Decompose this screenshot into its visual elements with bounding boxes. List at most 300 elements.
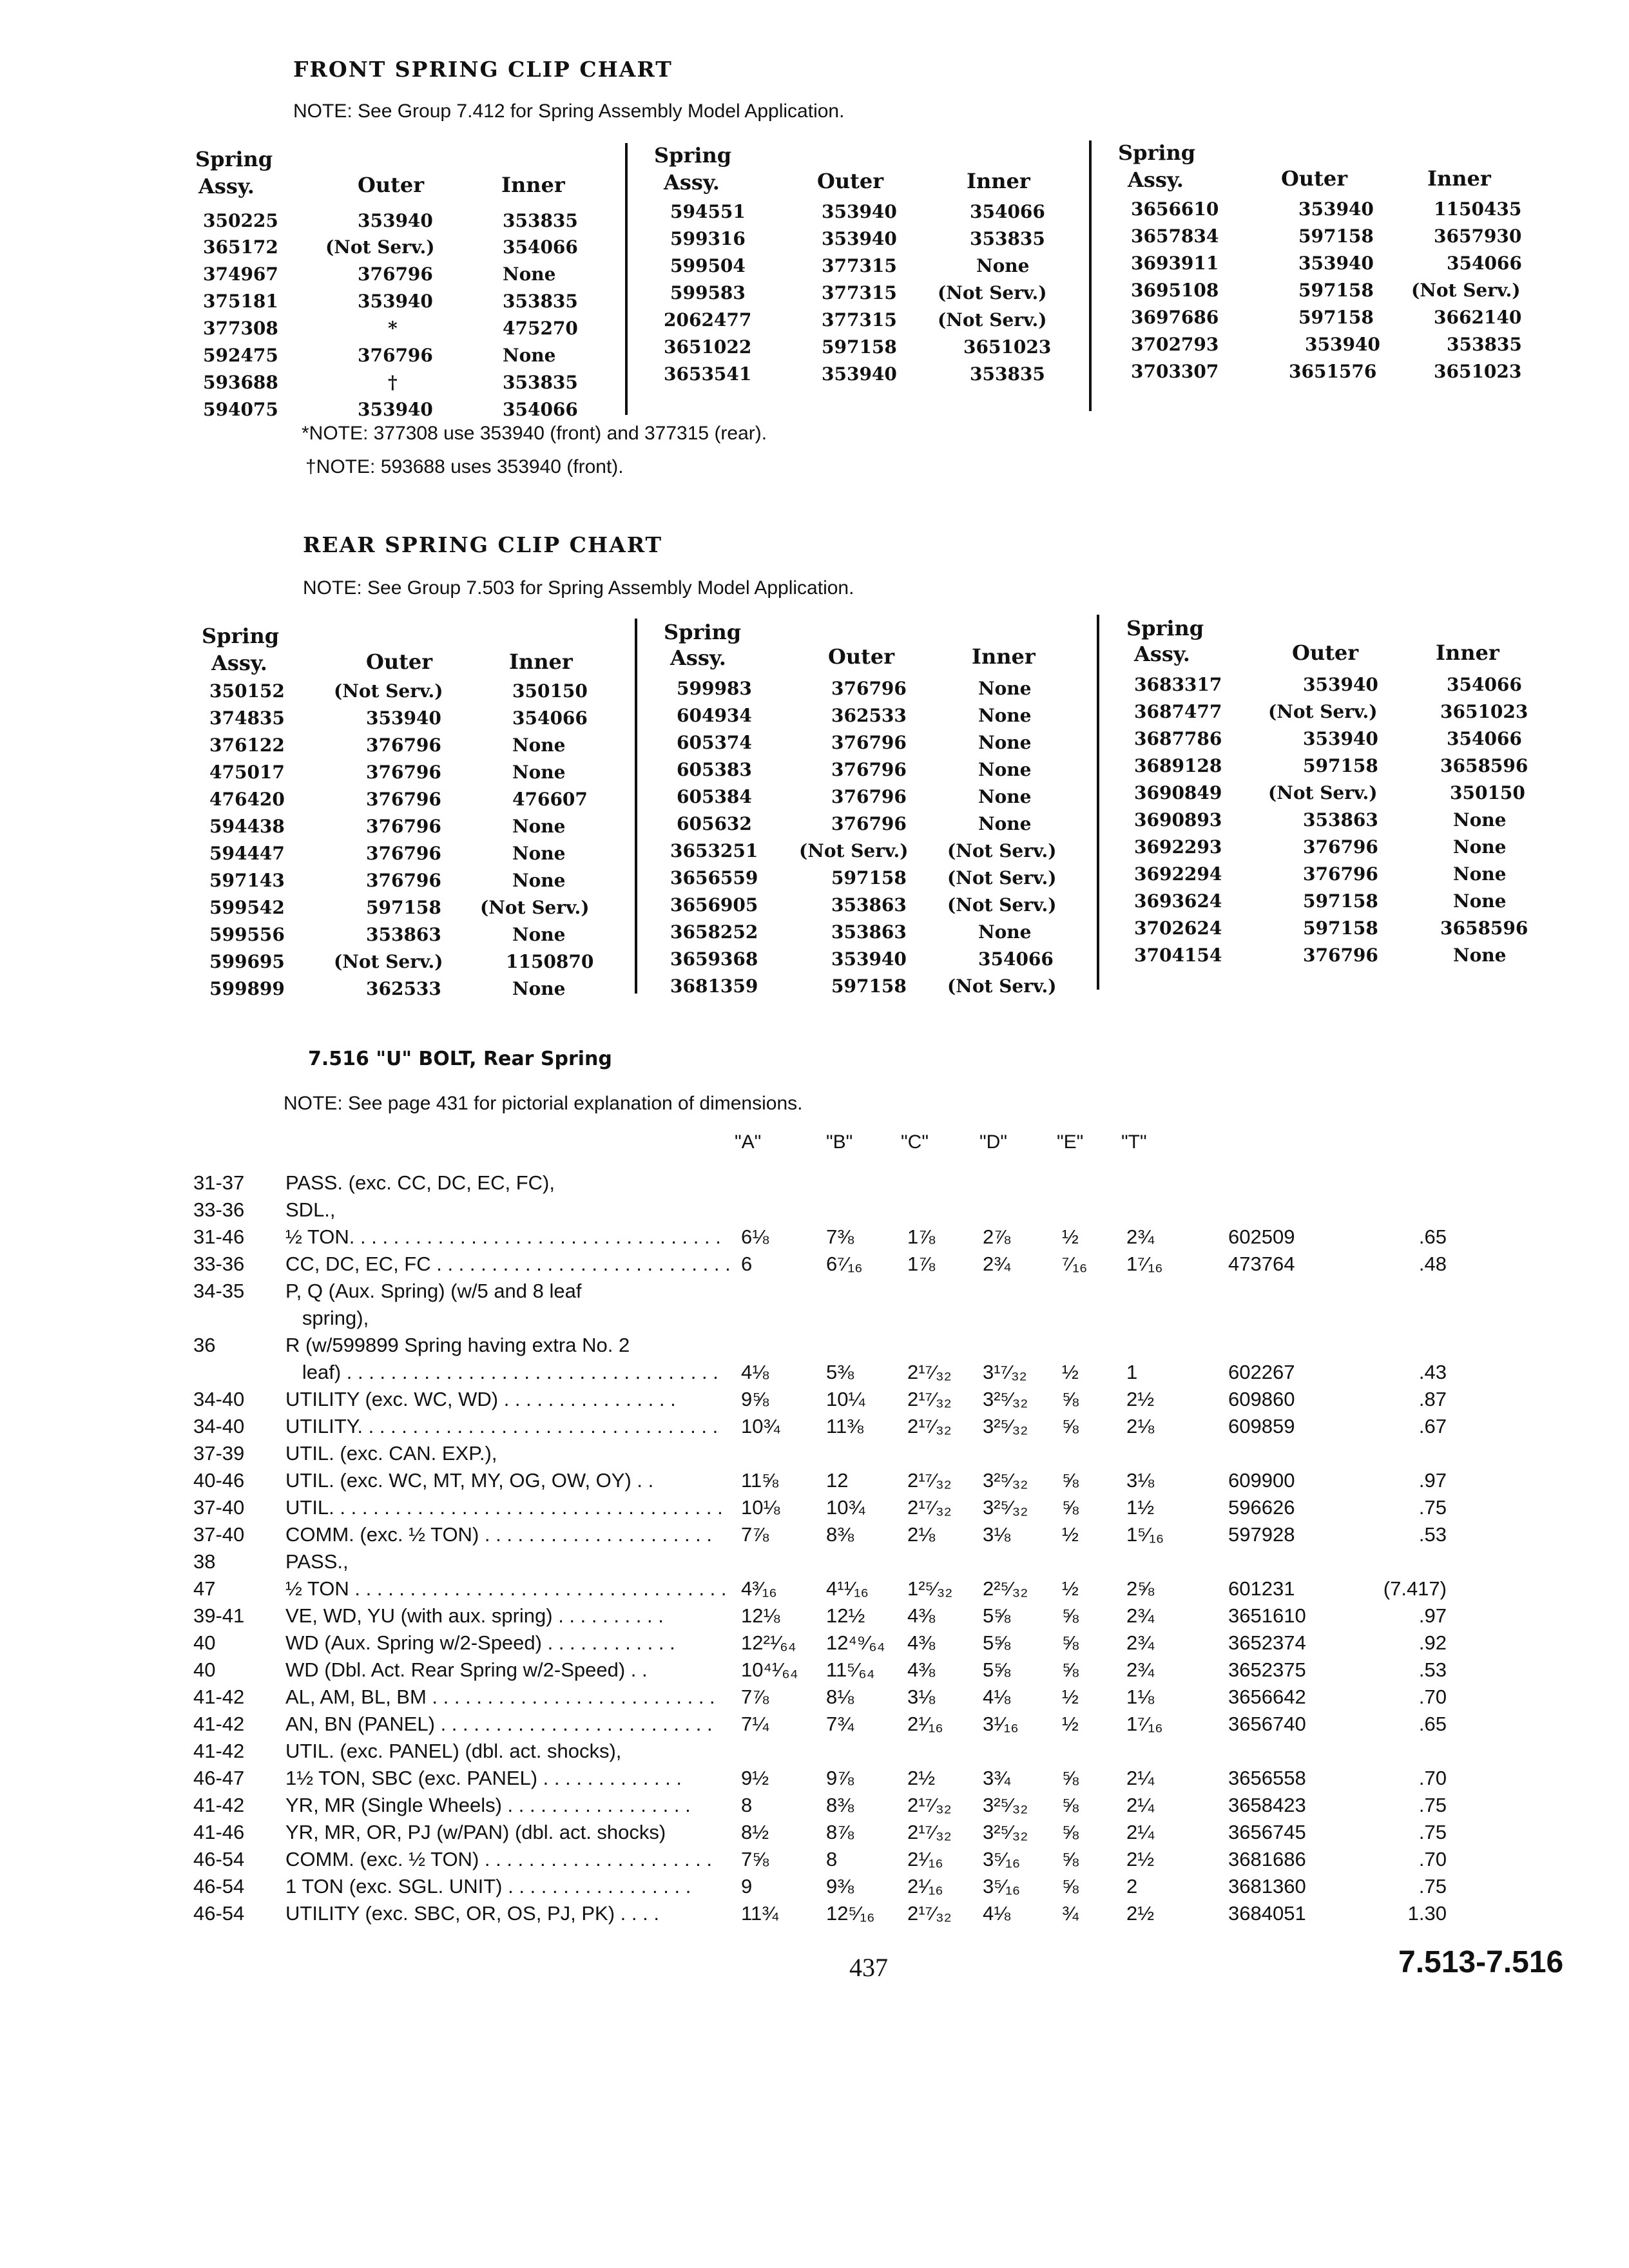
front-c3-r6-outer: 353940 <box>1305 334 1380 355</box>
rear-c2-r8-inner: (Not Serv.) <box>947 867 1057 889</box>
front-c2-r5-assy: 2062477 <box>664 309 752 331</box>
dim-header-t: "T" <box>1121 1131 1147 1153</box>
ubolt-dim-e: ⅝ <box>1062 1496 1079 1519</box>
ubolt-dim-a: 4⅛ <box>741 1361 769 1383</box>
rear-c1-r2-assy: 374835 <box>209 707 285 729</box>
ubolt-dim-e: ⅝ <box>1062 1415 1079 1437</box>
ubolt-description: PASS. (exc. CC, DC, EC, FC), <box>285 1171 555 1194</box>
ubolt-dim-c: 4⅜ <box>907 1604 936 1627</box>
rear-c2-r9-outer: 353863 <box>831 894 907 916</box>
rear-hdr-assy-2b: Assy. <box>670 646 726 670</box>
ubolt-part-number: 3656642 <box>1228 1686 1306 1708</box>
rear-c3-r2-outer: (Not Serv.) <box>1268 701 1378 722</box>
front-c3-r5-inner: 3662140 <box>1434 307 1522 328</box>
ubolt-years: 37-39 <box>193 1442 245 1465</box>
rear-divider-1 <box>635 619 637 994</box>
ubolt-dim-t: 2¼ <box>1126 1767 1155 1789</box>
ubolt-dim-e: ⅝ <box>1062 1848 1079 1870</box>
ubolt-dim-t: 2½ <box>1126 1388 1155 1410</box>
ubolt-description: UTILITY. . . . . . . . . . . . . . . . . . . . . . . . . . . . . . . . . <box>285 1415 718 1437</box>
rear-c1-r9-inner: (Not Serv.) <box>480 897 590 918</box>
rear-chart-note: NOTE: See Group 7.503 for Spring Assembly Model Application. <box>303 577 854 599</box>
rear-c1-r2-inner: 354066 <box>512 707 588 729</box>
front-c1-r2-inner: 354066 <box>503 236 578 258</box>
table-row <box>0 1658 1629 1686</box>
rear-c3-r11-inner: None <box>1453 945 1507 966</box>
front-c3-r6-inner: 353835 <box>1447 334 1522 355</box>
rear-c1-r10-inner: None <box>512 924 566 945</box>
table-row <box>0 1767 1629 1794</box>
ubolt-part-number: 609900 <box>1228 1469 1295 1492</box>
rear-c2-r2-assy: 604934 <box>677 705 752 726</box>
front-c2-r3-inner: None <box>976 255 1030 276</box>
ubolt-dim-d: 4⅛ <box>983 1686 1011 1708</box>
rear-divider-2 <box>1097 615 1099 990</box>
ubolt-dim-c: 2¹⁄₁₆ <box>907 1713 943 1735</box>
ubolt-description: COMM. (exc. ½ TON) . . . . . . . . . . . . . . . . . . . . . <box>285 1848 713 1870</box>
ubolt-dim-d: 2⅞ <box>983 1225 1011 1248</box>
rear-c1-r12-assy: 599899 <box>209 978 285 999</box>
rear-c3-r4-assy: 3689128 <box>1134 755 1222 776</box>
ubolt-dim-b: 7⅜ <box>826 1225 854 1248</box>
rear-c2-r6-inner: None <box>978 813 1032 834</box>
ubolt-price: .67 <box>1418 1415 1447 1437</box>
ubolt-part-number: 3684051 <box>1228 1902 1306 1925</box>
rear-c2-r2-inner: None <box>978 705 1032 726</box>
rear-c1-r11-assy: 599695 <box>209 951 285 972</box>
ubolt-dim-b: 9⅜ <box>826 1875 854 1898</box>
ubolt-dim-e: ½ <box>1062 1361 1079 1383</box>
ubolt-price: .75 <box>1418 1794 1447 1816</box>
ubolt-dim-e: ½ <box>1062 1713 1079 1735</box>
rear-c1-r12-outer: 362533 <box>366 978 441 999</box>
front-hdr-assy-2b: Assy. <box>664 170 720 195</box>
ubolt-part-number: 3658423 <box>1228 1794 1306 1816</box>
ubolt-dim-t: 1⁵⁄₁₆ <box>1126 1523 1164 1546</box>
ubolt-years: 41-46 <box>193 1821 245 1843</box>
ubolt-years: 37-40 <box>193 1523 245 1546</box>
front-c3-r5-outer: 597158 <box>1298 307 1374 328</box>
front-c1-r1-assy: 350225 <box>203 210 278 231</box>
front-c3-r7-assy: 3703307 <box>1131 361 1219 382</box>
ubolt-description: spring), <box>285 1307 369 1329</box>
ubolt-description: COMM. (exc. ½ TON) . . . . . . . . . . . . . . . . . . . . . <box>285 1523 713 1546</box>
rear-c1-r2-outer: 353940 <box>366 707 441 729</box>
table-row <box>0 1415 1629 1442</box>
rear-c3-r9-inner: None <box>1453 890 1507 912</box>
table-row <box>0 1280 1629 1307</box>
ubolt-dim-a: 9 <box>741 1875 753 1898</box>
ubolt-dim-b: 10¼ <box>826 1388 865 1410</box>
ubolt-description: UTIL. (exc. CAN. EXP.), <box>285 1442 497 1465</box>
front-c1-r8-inner: 354066 <box>503 399 578 420</box>
ubolt-dim-b: 8⅛ <box>826 1686 854 1708</box>
front-c2-r5-outer: 377315 <box>822 309 897 331</box>
ubolt-description: ½ TON. . . . . . . . . . . . . . . . . . . . . . . . . . . . . . . . . . <box>285 1225 721 1248</box>
rear-hdr-inner-2: Inner <box>972 644 1036 669</box>
ubolt-dim-d: 3⁵⁄₁₆ <box>983 1875 1021 1898</box>
rear-hdr-assy-3: Spring <box>1126 616 1204 640</box>
ubolt-description: AN, BN (PANEL) . . . . . . . . . . . . . . . . . . . . . . . . . <box>285 1713 713 1735</box>
rear-c2-r6-assy: 605632 <box>677 813 752 834</box>
ubolt-dim-c: 1²⁵⁄₃₂ <box>907 1577 953 1600</box>
table-row <box>0 1631 1629 1658</box>
ubolt-dim-t: 1⁷⁄₁₆ <box>1126 1713 1163 1735</box>
ubolt-dim-b: 11⁵⁄₆₄ <box>826 1658 875 1681</box>
ubolt-dim-e: ⅝ <box>1062 1794 1079 1816</box>
front-hdr-assy-3b: Assy. <box>1128 168 1184 192</box>
ubolt-dim-d: 3²⁵⁄₃₂ <box>983 1415 1028 1437</box>
front-c1-r1-outer: 353940 <box>358 210 433 231</box>
ubolt-price: 1.30 <box>1407 1902 1447 1925</box>
ubolt-years: 34-40 <box>193 1415 245 1437</box>
rear-hdr-assy-3b: Assy. <box>1134 642 1190 666</box>
ubolt-dim-e: ½ <box>1062 1577 1079 1600</box>
ubolt-description: YR, MR, OR, PJ (w/PAN) (dbl. act. shocks) <box>285 1821 666 1843</box>
rear-c3-r2-assy: 3687477 <box>1134 701 1222 722</box>
ubolt-dim-c: 2¹⁷⁄₃₂ <box>907 1496 952 1519</box>
ubolt-dim-e: ⅝ <box>1062 1767 1079 1789</box>
ubolt-dim-b: 10¾ <box>826 1496 865 1519</box>
ubolt-dim-b: 11⅜ <box>826 1415 864 1437</box>
front-chart-title: FRONT SPRING CLIP CHART <box>293 57 673 82</box>
front-divider-2 <box>1089 140 1092 411</box>
ubolt-dim-a: 12²¹⁄₆₄ <box>741 1631 796 1654</box>
front-c1-r4-assy: 375181 <box>203 291 278 312</box>
table-row <box>0 1225 1629 1253</box>
rear-c2-r6-outer: 376796 <box>831 813 907 834</box>
rear-c3-r8-inner: None <box>1453 863 1507 885</box>
rear-c3-r10-outer: 597158 <box>1303 918 1378 939</box>
ubolt-dim-c: 2⅛ <box>907 1523 936 1546</box>
table-row <box>0 1875 1629 1902</box>
ubolt-dim-d: 3²⁵⁄₃₂ <box>983 1469 1028 1492</box>
ubolt-price: .92 <box>1418 1631 1447 1654</box>
rear-c3-r3-outer: 353940 <box>1303 728 1378 749</box>
rear-c2-r3-inner: None <box>978 732 1032 753</box>
front-divider-1 <box>625 143 628 415</box>
ubolt-dim-a: 8½ <box>741 1821 769 1843</box>
ubolt-dim-a: 11⅝ <box>741 1469 779 1492</box>
front-c2-r4-inner: (Not Serv.) <box>938 282 1047 303</box>
rear-hdr-assy-1b: Assy. <box>211 651 267 675</box>
rear-c1-r6-inner: None <box>512 816 566 837</box>
dim-header-b: "B" <box>826 1131 853 1153</box>
rear-c2-r10-assy: 3658252 <box>670 921 758 943</box>
ubolt-dim-b: 4¹¹⁄₁₆ <box>826 1577 869 1600</box>
ubolt-dim-e: ½ <box>1062 1523 1079 1546</box>
ubolt-description: PASS., <box>285 1550 349 1573</box>
ubolt-price: .53 <box>1418 1523 1447 1546</box>
table-row <box>0 1523 1629 1550</box>
front-c3-r7-inner: 3651023 <box>1434 361 1522 382</box>
front-footnote-2: †NOTE: 593688 uses 353940 (front). <box>305 456 624 477</box>
ubolt-dim-e: ⅝ <box>1062 1658 1079 1681</box>
rear-c1-r5-outer: 376796 <box>366 789 441 810</box>
front-c1-r8-assy: 594075 <box>203 399 278 420</box>
rear-c2-r7-inner: (Not Serv.) <box>947 840 1057 861</box>
ubolt-price: .97 <box>1418 1469 1447 1492</box>
rear-c3-r6-inner: None <box>1453 809 1507 831</box>
ubolt-dim-c: 2¹⁷⁄₃₂ <box>907 1794 952 1816</box>
front-c1-r7-inner: 353835 <box>503 372 578 393</box>
rear-c3-r3-assy: 3687786 <box>1134 728 1222 749</box>
table-row <box>0 1198 1629 1225</box>
table-row <box>0 1740 1629 1767</box>
rear-c3-r1-outer: 353940 <box>1303 674 1378 695</box>
rear-c1-r10-outer: 353863 <box>366 924 441 945</box>
ubolt-dim-a: 7¼ <box>741 1713 769 1735</box>
ubolt-description: P, Q (Aux. Spring) (w/5 and 8 leaf <box>285 1280 582 1302</box>
front-hdr-assy-3: Spring <box>1118 140 1196 165</box>
rear-c3-r5-assy: 3690849 <box>1134 782 1222 803</box>
ubolt-dim-d: 3²⁵⁄₃₂ <box>983 1496 1028 1519</box>
front-c3-r3-outer: 353940 <box>1298 253 1374 274</box>
front-c3-r1-inner: 1150435 <box>1434 198 1522 220</box>
rear-c1-r10-assy: 599556 <box>209 924 285 945</box>
ubolt-dim-c: 2¹⁷⁄₃₂ <box>907 1821 952 1843</box>
ubolt-part-number: 3681686 <box>1228 1848 1306 1870</box>
front-c2-r7-assy: 3653541 <box>664 363 752 385</box>
ubolt-dim-t: 3⅛ <box>1126 1469 1155 1492</box>
table-row <box>0 1253 1629 1280</box>
ubolt-price: .43 <box>1418 1361 1447 1383</box>
rear-c2-r9-inner: (Not Serv.) <box>947 894 1057 916</box>
front-c3-r2-assy: 3657834 <box>1131 226 1219 247</box>
rear-c1-r6-assy: 594438 <box>209 816 285 837</box>
front-c2-r5-inner: (Not Serv.) <box>938 309 1047 331</box>
rear-c3-r11-outer: 376796 <box>1303 945 1378 966</box>
ubolt-description: SDL., <box>285 1198 336 1221</box>
rear-c3-r2-inner: 3651023 <box>1440 701 1528 722</box>
ubolt-part-number: 602509 <box>1228 1225 1295 1248</box>
rear-c2-r8-assy: 3656559 <box>670 867 758 889</box>
front-c1-r6-assy: 592475 <box>203 345 278 366</box>
rear-c2-r4-inner: None <box>978 759 1032 780</box>
rear-c3-r4-outer: 597158 <box>1303 755 1378 776</box>
front-c2-r2-assy: 599316 <box>670 228 746 249</box>
front-c1-r1-inner: 353835 <box>503 210 578 231</box>
front-c1-r5-outer: * <box>388 318 398 339</box>
table-row <box>0 1307 1629 1334</box>
ubolt-description: UTILITY (exc. WC, WD) . . . . . . . . . . . . . . . . <box>285 1388 676 1410</box>
ubolt-part-number: 596626 <box>1228 1496 1295 1519</box>
front-footnote-1: *NOTE: 377308 use 353940 (front) and 377315 (rear). <box>302 423 767 444</box>
dim-header-c: "C" <box>901 1131 929 1153</box>
ubolt-years: 40 <box>193 1658 216 1681</box>
ubolt-dim-c: 2¹⁷⁄₃₂ <box>907 1361 952 1383</box>
ubolt-title: 7.516 "U" BOLT, Rear Spring <box>308 1048 612 1070</box>
front-c3-r2-inner: 3657930 <box>1434 226 1522 247</box>
rear-hdr-inner-3: Inner <box>1436 640 1499 665</box>
rear-c2-r11-inner: 354066 <box>978 948 1054 970</box>
ubolt-dim-b: 12⁴⁹⁄₆₄ <box>826 1631 885 1654</box>
ubolt-years: 41-42 <box>193 1740 245 1762</box>
rear-c2-r5-inner: None <box>978 786 1032 807</box>
ubolt-dim-t: 2½ <box>1126 1902 1155 1925</box>
front-c3-r2-outer: 597158 <box>1298 226 1374 247</box>
ubolt-dim-c: 2¹⁷⁄₃₂ <box>907 1469 952 1492</box>
front-c2-r4-outer: 377315 <box>822 282 897 303</box>
ubolt-price: .75 <box>1418 1496 1447 1519</box>
front-c2-r1-outer: 353940 <box>822 201 897 222</box>
table-row <box>0 1848 1629 1875</box>
rear-c3-r1-inner: 354066 <box>1447 674 1522 695</box>
ubolt-years: 41-42 <box>193 1794 245 1816</box>
ubolt-dim-b: 12½ <box>826 1604 865 1627</box>
front-c3-r5-assy: 3697686 <box>1131 307 1219 328</box>
front-c3-r3-inner: 354066 <box>1447 253 1522 274</box>
rear-c2-r12-outer: 597158 <box>831 975 907 997</box>
ubolt-dim-t: 1⁷⁄₁₆ <box>1126 1253 1163 1275</box>
ubolt-price: .87 <box>1418 1388 1447 1410</box>
front-chart-note: NOTE: See Group 7.412 for Spring Assembly Model Application. <box>293 101 845 122</box>
ubolt-dim-a: 10¾ <box>741 1415 780 1437</box>
rear-c3-r8-outer: 376796 <box>1303 863 1378 885</box>
ubolt-dim-c: 2¹⁄₁₆ <box>907 1848 943 1870</box>
front-c2-r3-assy: 599504 <box>670 255 746 276</box>
ubolt-dim-d: 5⅝ <box>983 1604 1011 1627</box>
ubolt-dim-t: 2¾ <box>1126 1225 1155 1248</box>
ubolt-dim-c: 1⅞ <box>907 1225 936 1248</box>
page-number: 437 <box>849 1953 888 1982</box>
table-row <box>0 1794 1629 1821</box>
ubolt-years: 40-46 <box>193 1469 245 1492</box>
ubolt-years: 31-37 <box>193 1171 245 1194</box>
front-c2-r3-outer: 377315 <box>822 255 897 276</box>
table-row <box>0 1821 1629 1848</box>
rear-c1-r11-inner: 1150870 <box>506 951 594 972</box>
ubolt-dim-c: 4⅜ <box>907 1631 936 1654</box>
ubolt-dim-a: 10⁴¹⁄₆₄ <box>741 1658 798 1681</box>
ubolt-price: .70 <box>1418 1848 1447 1870</box>
ubolt-dim-a: 4³⁄₁₆ <box>741 1577 777 1600</box>
ubolt-dim-c: 4⅜ <box>907 1658 936 1681</box>
ubolt-years: 38 <box>193 1550 216 1573</box>
ubolt-dim-d: 4⅛ <box>983 1902 1011 1925</box>
ubolt-part-number: 597928 <box>1228 1523 1295 1546</box>
ubolt-price: .48 <box>1418 1253 1447 1275</box>
rear-hdr-outer-3: Outer <box>1292 640 1359 665</box>
ubolt-dim-a: 6 <box>741 1253 753 1275</box>
front-c1-r8-outer: 353940 <box>358 399 433 420</box>
front-c2-r2-inner: 353835 <box>970 228 1045 249</box>
table-row <box>0 1604 1629 1631</box>
ubolt-dim-t: 2 <box>1126 1875 1138 1898</box>
ubolt-dim-d: 5⅝ <box>983 1631 1011 1654</box>
rear-hdr-assy-1: Spring <box>202 624 280 648</box>
ubolt-dim-a: 9½ <box>741 1767 769 1789</box>
rear-c2-r1-inner: None <box>978 678 1032 699</box>
ubolt-description: 1 TON (exc. SGL. UNIT) . . . . . . . . . . . . . . . . . <box>285 1875 691 1898</box>
ubolt-years: 39-41 <box>193 1604 245 1627</box>
ubolt-dim-b: 6⁷⁄₁₆ <box>826 1253 863 1275</box>
front-c2-r6-outer: 597158 <box>822 336 897 358</box>
ubolt-description: VE, WD, YU (with aux. spring) . . . . . . . . . . <box>285 1604 664 1627</box>
ubolt-years: 34-40 <box>193 1388 245 1410</box>
ubolt-dim-c: 2¹⁷⁄₃₂ <box>907 1902 952 1925</box>
ubolt-description: leaf) . . . . . . . . . . . . . . . . . . . . . . . . . . . . . . . . . . <box>285 1361 718 1383</box>
front-c1-r3-outer: 376796 <box>358 264 433 285</box>
front-c1-r3-inner: None <box>503 264 556 285</box>
rear-c3-r7-assy: 3692293 <box>1134 836 1222 858</box>
rear-chart-title: REAR SPRING CLIP CHART <box>303 532 663 557</box>
ubolt-description: WD (Dbl. Act. Rear Spring w/2-Speed) . . <box>285 1658 648 1681</box>
table-row <box>0 1577 1629 1604</box>
rear-c3-r6-assy: 3690893 <box>1134 809 1222 831</box>
rear-c1-r1-outer: (Not Serv.) <box>334 680 443 702</box>
ubolt-description: ½ TON . . . . . . . . . . . . . . . . . . . . . . . . . . . . . . . . . . <box>285 1577 727 1600</box>
ubolt-dim-a: 7⅞ <box>741 1523 769 1546</box>
rear-c3-r8-assy: 3692294 <box>1134 863 1222 885</box>
ubolt-price: .65 <box>1418 1225 1447 1248</box>
ubolt-dim-t: 2⅝ <box>1126 1577 1155 1600</box>
ubolt-dim-d: 3¹⁄₁₆ <box>983 1713 1019 1735</box>
rear-c2-r4-outer: 376796 <box>831 759 907 780</box>
ubolt-part-number: 609859 <box>1228 1415 1295 1437</box>
front-c3-r4-assy: 3695108 <box>1131 280 1219 301</box>
front-c1-r2-assy: 365172 <box>203 236 278 258</box>
front-c1-r4-inner: 353835 <box>503 291 578 312</box>
section-reference: 7.513-7.516 <box>1398 1945 1564 1979</box>
ubolt-years: 46-54 <box>193 1848 245 1870</box>
ubolt-dim-b: 5⅜ <box>826 1361 854 1383</box>
ubolt-dim-d: 2²⁵⁄₃₂ <box>983 1577 1028 1600</box>
ubolt-years: 33-36 <box>193 1253 245 1275</box>
front-c3-r6-assy: 3702793 <box>1131 334 1219 355</box>
rear-c1-r8-inner: None <box>512 870 566 891</box>
ubolt-dim-e: ½ <box>1062 1686 1079 1708</box>
table-row <box>0 1550 1629 1577</box>
front-c1-r5-inner: 475270 <box>503 318 578 339</box>
ubolt-years: 37-40 <box>193 1496 245 1519</box>
rear-c2-r2-outer: 362533 <box>831 705 907 726</box>
rear-c3-r7-inner: None <box>1453 836 1507 858</box>
front-c2-r6-inner: 3651023 <box>963 336 1052 358</box>
rear-c1-r7-assy: 594447 <box>209 843 285 864</box>
ubolt-description: UTILITY (exc. SBC, OR, OS, PJ, PK) . . . . <box>285 1902 659 1925</box>
front-c3-r7-outer: 3651576 <box>1289 361 1377 382</box>
ubolt-dim-t: 2¾ <box>1126 1604 1155 1627</box>
rear-c1-r4-outer: 376796 <box>366 762 441 783</box>
ubolt-dim-t: 2½ <box>1126 1848 1155 1870</box>
ubolt-dim-b: 12 <box>826 1469 849 1492</box>
front-c3-r3-assy: 3693911 <box>1131 253 1219 274</box>
front-c1-r5-assy: 377308 <box>203 318 278 339</box>
ubolt-dim-d: 3¹⁷⁄₃₂ <box>983 1361 1027 1383</box>
ubolt-dim-c: 2¹⁷⁄₃₂ <box>907 1388 952 1410</box>
rear-c2-r8-outer: 597158 <box>831 867 907 889</box>
ubolt-dim-e: ⅝ <box>1062 1631 1079 1654</box>
ubolt-dim-b: 8⅜ <box>826 1794 854 1816</box>
ubolt-dim-c: 1⅞ <box>907 1253 936 1275</box>
ubolt-dim-c: 2¹⁄₁₆ <box>907 1875 943 1898</box>
ubolt-description: UTIL. (exc. WC, MT, MY, OG, OW, OY) . . <box>285 1469 654 1492</box>
ubolt-note: NOTE: See page 431 for pictorial explanation of dimensions. <box>284 1093 803 1114</box>
ubolt-part-number: 601231 <box>1228 1577 1295 1600</box>
front-hdr-assy-1: Spring <box>195 147 273 171</box>
ubolt-dim-e: ⅝ <box>1062 1604 1079 1627</box>
rear-c1-r9-assy: 599542 <box>209 897 285 918</box>
ubolt-dim-e: ⅝ <box>1062 1469 1079 1492</box>
rear-c3-r11-assy: 3704154 <box>1134 945 1222 966</box>
ubolt-part-number: 602267 <box>1228 1361 1295 1383</box>
front-c1-r4-outer: 353940 <box>358 291 433 312</box>
ubolt-part-number: 3656558 <box>1228 1767 1306 1789</box>
ubolt-part-number: 3651610 <box>1228 1604 1306 1627</box>
ubolt-dim-a: 7⅞ <box>741 1686 769 1708</box>
ubolt-part-number: 3652374 <box>1228 1631 1306 1654</box>
